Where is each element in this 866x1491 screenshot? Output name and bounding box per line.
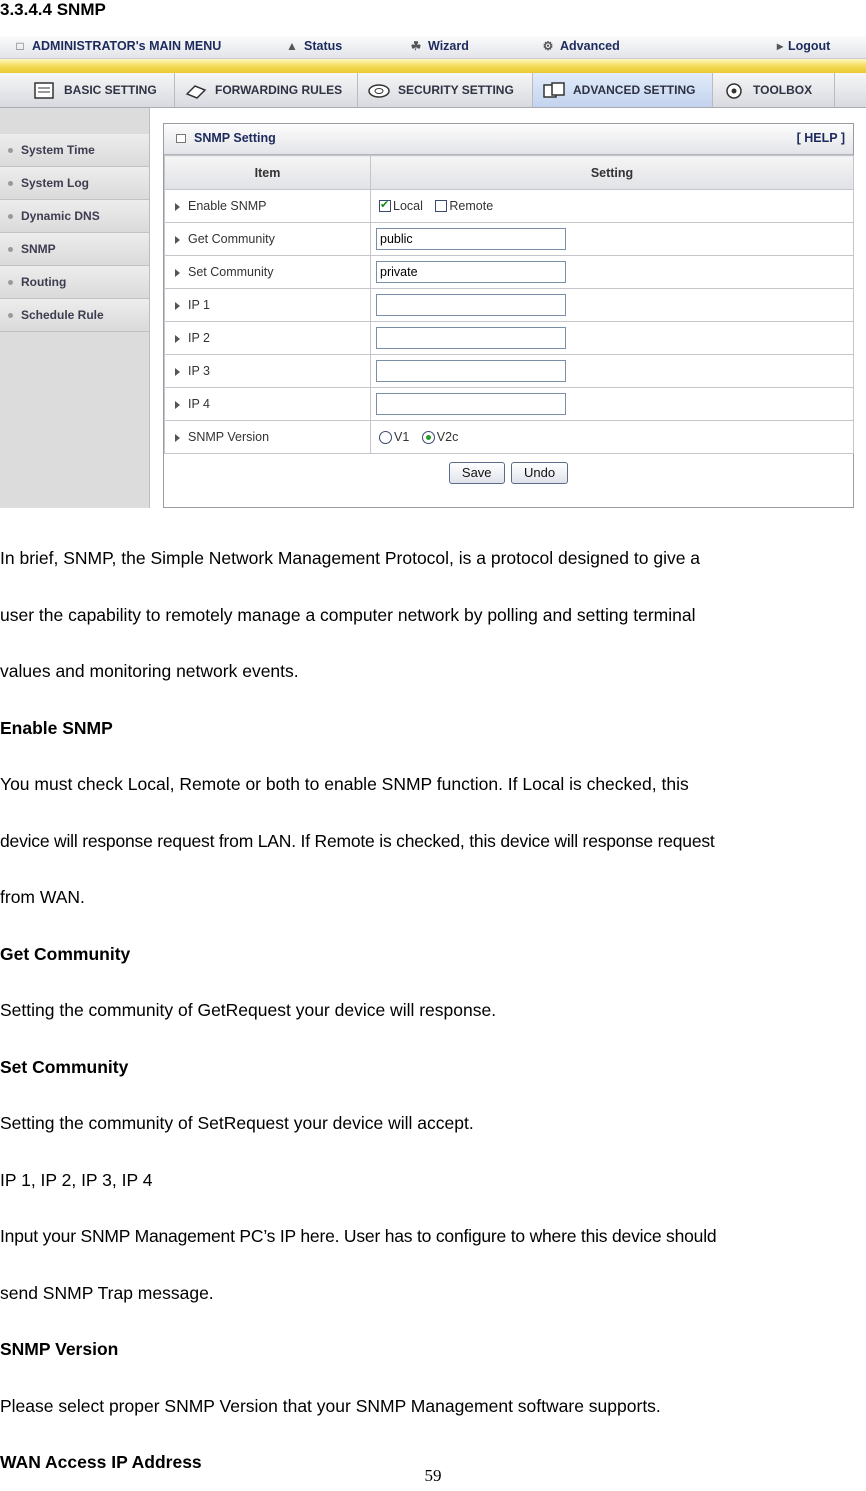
table-row	[165, 289, 854, 322]
row-label-ip2: IP 2	[165, 322, 371, 355]
table-header-row	[165, 156, 854, 190]
ip4-input[interactable]	[376, 393, 566, 415]
tab-security-setting[interactable]: SECURITY SETTING	[358, 73, 533, 107]
security-icon	[366, 80, 392, 102]
advanced-setting-icon	[541, 80, 567, 102]
v2c-radio[interactable]	[422, 431, 435, 444]
wizard-link[interactable]: ☘ Wizard	[408, 39, 469, 53]
arrow-right-icon	[175, 302, 180, 310]
bullet-icon	[8, 280, 13, 285]
document-body	[0, 530, 866, 1491]
local-label: Local	[393, 199, 423, 214]
heading-get-community: Get Community	[0, 943, 131, 964]
heading-set-community: Set Community	[0, 1056, 129, 1077]
toolbox-icon	[721, 80, 747, 102]
table-row	[165, 322, 854, 355]
enable-snmp-options	[371, 190, 854, 223]
snmp-settings-table	[164, 155, 854, 454]
main-menu-link[interactable]: □ ADMINISTRATOR's MAIN MENU	[12, 39, 221, 53]
v1-label: V1	[394, 430, 410, 445]
sidebar-item-dynamic-dns[interactable]: Dynamic DNS	[0, 200, 149, 233]
panel-title: SNMP Setting	[194, 131, 276, 145]
help-link[interactable]: [ HELP ]	[796, 131, 845, 145]
row-label-get-community: Get Community	[165, 223, 371, 256]
arrow-right-icon	[175, 269, 180, 277]
status-icon: ▲	[286, 39, 298, 53]
arrow-right-icon	[175, 236, 180, 244]
sidebar-item-snmp[interactable]: SNMP	[0, 233, 149, 266]
enable-line-1: You must check Local, Remote or both to enable SNMP function. If Local is checked, this	[0, 774, 689, 794]
column-header-setting: Setting	[371, 156, 854, 190]
status-link[interactable]: ▲ Status	[284, 39, 342, 53]
logout-link[interactable]: ▸ Logout	[776, 39, 831, 53]
menu-box-icon: □	[16, 39, 24, 53]
table-row	[165, 421, 854, 454]
arrow-right-icon	[175, 368, 180, 376]
row-label-set-community: Set Community	[165, 256, 371, 289]
table-row	[165, 190, 854, 223]
tab-bar	[0, 73, 866, 108]
sidebar-item-system-log[interactable]: System Log	[0, 167, 149, 200]
ip-line-2: send SNMP Trap message.	[0, 1282, 214, 1303]
version-line-1: Please select proper SNMP Version that your SNMP Management software supports.	[0, 1395, 661, 1416]
column-header-item: Item	[165, 156, 371, 190]
get-community-input[interactable]	[376, 228, 566, 250]
section-title: 3.3.4.4 SNMP	[0, 0, 106, 19]
bullet-icon	[8, 313, 13, 318]
arrow-right-icon	[175, 434, 180, 442]
bullet-icon	[8, 247, 13, 252]
ip2-input[interactable]	[376, 327, 566, 349]
row-label-snmp-version: SNMP Version	[165, 421, 371, 454]
sidebar	[0, 108, 150, 508]
button-row	[164, 454, 853, 484]
get-line-1: Setting the community of GetRequest your device will response.	[0, 1000, 497, 1020]
tab-advanced-setting[interactable]: ADVANCED SETTING	[533, 73, 713, 107]
sidebar-item-routing[interactable]: Routing	[0, 266, 149, 299]
ip-line-1: Input your SNMP Management PC’s IP here. User has to configure to where this device should	[0, 1226, 717, 1246]
enable-line-3: from WAN.	[0, 887, 85, 907]
table-row	[165, 256, 854, 289]
arrow-right-icon	[175, 203, 180, 211]
bullet-icon	[8, 148, 13, 153]
v1-radio[interactable]	[379, 431, 392, 444]
arrow-right-icon	[175, 401, 180, 409]
ip3-input[interactable]	[376, 360, 566, 382]
panel-header	[164, 124, 853, 155]
remote-checkbox[interactable]	[435, 200, 447, 212]
heading-ip: IP 1, IP 2, IP 3, IP 4	[0, 1169, 153, 1190]
advanced-icon: ⚙	[542, 39, 554, 53]
v2c-label: V2c	[436, 430, 459, 445]
yellow-band	[0, 59, 866, 73]
row-label-ip3: IP 3	[165, 355, 371, 388]
basic-setting-icon	[32, 80, 58, 102]
wizard-icon: ☘	[410, 39, 422, 53]
bullet-icon	[8, 181, 13, 186]
table-row	[165, 223, 854, 256]
save-button[interactable]: Save	[449, 462, 505, 484]
intro-line-1: In brief, SNMP, the Simple Network Management Protocol, is a protocol designed to give a	[0, 548, 701, 568]
intro-line-3: values and monitoring network events.	[0, 661, 299, 681]
intro-line-2: user the capability to remotely manage a computer network by polling and setting terminal	[0, 604, 696, 625]
bullet-icon	[8, 214, 13, 219]
local-checkbox[interactable]	[379, 200, 391, 212]
tab-forwarding-rules[interactable]: FORWARDING RULES	[175, 73, 358, 107]
remote-label: Remote	[449, 199, 494, 214]
page-number: 59	[424, 1466, 442, 1485]
undo-button[interactable]: Undo	[511, 462, 568, 484]
table-row	[165, 355, 854, 388]
heading-snmp-version: SNMP Version	[0, 1339, 119, 1359]
logout-arrow-icon: ▸	[776, 39, 784, 53]
enable-line-2: device will response request from LAN. If Remote is checked, this device will response request	[0, 830, 715, 851]
router-ui-screenshot	[0, 36, 866, 508]
heading-wan-access: WAN Access IP Address	[0, 1452, 202, 1472]
sidebar-item-system-time[interactable]: System Time	[0, 134, 149, 167]
snmp-setting-panel	[163, 123, 854, 508]
tab-toolbox[interactable]: TOOLBOX	[713, 73, 835, 107]
set-community-input[interactable]	[376, 261, 566, 283]
row-label-ip4: IP 4	[165, 388, 371, 421]
table-row	[165, 388, 854, 421]
ip1-input[interactable]	[376, 294, 566, 316]
snmp-version-options	[371, 421, 854, 454]
arrow-right-icon	[175, 335, 180, 343]
set-line-1: Setting the community of SetRequest your device will accept.	[0, 1113, 474, 1133]
advanced-link[interactable]: ⚙ Advanced	[540, 39, 620, 53]
top-menu-bar	[0, 36, 866, 59]
heading-enable-snmp: Enable SNMP	[0, 717, 113, 738]
tab-basic-setting[interactable]: BASIC SETTING	[24, 73, 175, 107]
sidebar-item-schedule-rule[interactable]: Schedule Rule	[0, 299, 149, 332]
forwarding-icon	[183, 80, 209, 102]
row-label-ip1: IP 1	[165, 289, 371, 322]
row-label-enable-snmp: Enable SNMP	[165, 190, 371, 223]
panel-box-icon	[176, 134, 186, 143]
